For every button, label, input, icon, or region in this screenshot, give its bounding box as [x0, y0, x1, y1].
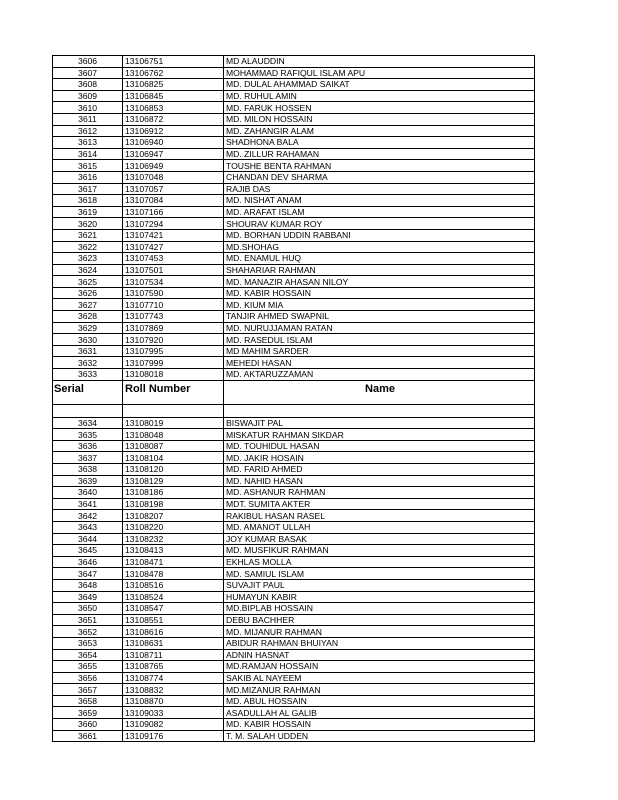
roll-number-cell: 13107999	[123, 357, 224, 369]
roll-number-cell: 13107920	[123, 334, 224, 346]
roll-number-cell: 13108631	[123, 637, 224, 649]
name-cell: TOUSHE BENTA RAHMAN	[224, 160, 535, 172]
serial-cell: 3619	[53, 206, 123, 218]
serial-cell: 3651	[53, 614, 123, 626]
name-cell: RAJIB DAS	[224, 183, 535, 195]
serial-cell: 3650	[53, 603, 123, 615]
serial-cell: 3648	[53, 579, 123, 591]
table-row	[53, 464, 535, 476]
serial-cell: 3649	[53, 591, 123, 603]
name-cell: JOY KUMAR BASAK	[224, 533, 535, 545]
table-row	[53, 672, 535, 684]
roll-number-cell: 13106762	[123, 67, 224, 79]
roll-number-cell: 13108220	[123, 521, 224, 533]
roll-number-cell: 13108198	[123, 498, 224, 510]
serial-cell: 3614	[53, 148, 123, 160]
table-row	[53, 603, 535, 615]
name-cell: MD. SAMIUL ISLAM	[224, 568, 535, 580]
table-row	[53, 276, 535, 288]
name-cell: MD. MIJANUR RAHMAN	[224, 626, 535, 638]
roll-number-cell: 13107421	[123, 229, 224, 241]
table-row	[53, 545, 535, 557]
roll-number-cell: 13108048	[123, 429, 224, 441]
name-cell: MD. AKTARUZZAMAN	[224, 369, 535, 381]
roll-number-cell: 13107590	[123, 287, 224, 299]
serial-cell: 3660	[53, 719, 123, 731]
table-row	[53, 218, 535, 230]
name-cell: MD. ZILLUR RAHAMAN	[224, 148, 535, 160]
roll-number-cell: 13107534	[123, 276, 224, 288]
name-cell: MDT. SUMITA AKTER	[224, 498, 535, 510]
name-cell: MD MAHIM SARDER	[224, 345, 535, 357]
header-roll-number: Roll Number	[123, 380, 224, 404]
roll-number-cell: 13108832	[123, 684, 224, 696]
serial-cell: 3612	[53, 125, 123, 137]
roll-number-cell: 13108471	[123, 556, 224, 568]
roll-number-cell: 13106940	[123, 137, 224, 149]
serial-cell: 3613	[53, 137, 123, 149]
table-row	[53, 113, 535, 125]
serial-cell: 3628	[53, 311, 123, 323]
serial-cell: 3609	[53, 90, 123, 102]
name-cell: MD. DULAL AHAMMAD SAIKAT	[224, 79, 535, 91]
roll-number-cell: 13108413	[123, 545, 224, 557]
roll-number-cell: 13108019	[123, 417, 224, 429]
serial-cell: 3606	[53, 56, 123, 68]
roll-number-cell: 13107710	[123, 299, 224, 311]
roll-number-cell: 13106845	[123, 90, 224, 102]
results-table	[52, 55, 535, 742]
name-cell: MD. RASEDUL ISLAM	[224, 334, 535, 346]
name-cell: MD. KABIR HOSSAIN	[224, 287, 535, 299]
serial-cell: 3645	[53, 545, 123, 557]
serial-cell: 3641	[53, 498, 123, 510]
roll-number-cell: 13108478	[123, 568, 224, 580]
table-row	[53, 148, 535, 160]
roll-number-cell: 13107048	[123, 171, 224, 183]
table-row	[53, 568, 535, 580]
name-cell: MD. ABUL HOSSAIN	[224, 695, 535, 707]
serial-cell: 3647	[53, 568, 123, 580]
serial-cell: 3633	[53, 369, 123, 381]
name-cell: MD.SHOHAG	[224, 241, 535, 253]
roll-number-cell: 13108104	[123, 452, 224, 464]
roll-number-cell: 13108516	[123, 579, 224, 591]
roll-number-cell: 13108018	[123, 369, 224, 381]
table-row	[53, 730, 535, 742]
table-row	[53, 452, 535, 464]
name-cell: MOHAMMAD RAFIQUL ISLAM APU	[224, 67, 535, 79]
name-cell: MD. BORHAN UDDIN RABBANI	[224, 229, 535, 241]
table-row	[53, 311, 535, 323]
serial-cell: 3631	[53, 345, 123, 357]
serial-cell: 3632	[53, 357, 123, 369]
name-cell: MISKATUR RAHMAN SIKDAR	[224, 429, 535, 441]
serial-cell: 3611	[53, 113, 123, 125]
serial-cell: 3617	[53, 183, 123, 195]
table-row	[53, 498, 535, 510]
table-row	[53, 626, 535, 638]
table-row	[53, 533, 535, 545]
roll-number-cell: 13108774	[123, 672, 224, 684]
name-cell: MD.RAMJAN HOSSAIN	[224, 661, 535, 673]
name-cell: CHANDAN DEV SHARMA	[224, 171, 535, 183]
serial-cell: 3639	[53, 475, 123, 487]
table-row	[53, 137, 535, 149]
table-row	[53, 171, 535, 183]
serial-cell: 3616	[53, 171, 123, 183]
serial-cell: 3618	[53, 195, 123, 207]
serial-cell: 3642	[53, 510, 123, 522]
name-cell: MD. TOUHIDUL HASAN	[224, 440, 535, 452]
roll-number-cell: 13108186	[123, 487, 224, 499]
table-row	[53, 521, 535, 533]
name-cell: ASADULLAH AL GALIB	[224, 707, 535, 719]
table-group-2	[53, 417, 535, 742]
table-row	[53, 160, 535, 172]
roll-number-cell: 13107453	[123, 253, 224, 265]
roll-number-cell: 13106825	[123, 79, 224, 91]
name-cell: SHADHONA BALA	[224, 137, 535, 149]
roll-number-cell: 13106949	[123, 160, 224, 172]
roll-number-cell: 13108870	[123, 695, 224, 707]
name-cell: BISWAJIT PAL	[224, 417, 535, 429]
serial-cell: 3655	[53, 661, 123, 673]
table-row	[53, 417, 535, 429]
name-cell: MEHEDI HASAN	[224, 357, 535, 369]
table-row	[53, 707, 535, 719]
name-cell: MD. ENAMUL HUQ	[224, 253, 535, 265]
roll-number-cell: 13106751	[123, 56, 224, 68]
serial-cell: 3661	[53, 730, 123, 742]
name-cell: MD. KABIR HOSSAIN	[224, 719, 535, 731]
header-row	[53, 380, 535, 404]
table-row	[53, 429, 535, 441]
table-row	[53, 661, 535, 673]
roll-number-cell: 13108232	[123, 533, 224, 545]
serial-cell: 3653	[53, 637, 123, 649]
serial-cell: 3629	[53, 322, 123, 334]
name-cell: MD. RUHUL AMIN	[224, 90, 535, 102]
table-row	[53, 322, 535, 334]
serial-cell: 3608	[53, 79, 123, 91]
name-cell: EKHLAS MOLLA	[224, 556, 535, 568]
roll-number-cell: 13106912	[123, 125, 224, 137]
roll-number-cell: 13109033	[123, 707, 224, 719]
name-cell: MD. NISHAT ANAM	[224, 195, 535, 207]
serial-cell: 3630	[53, 334, 123, 346]
name-cell: SHOURAV KUMAR ROY	[224, 218, 535, 230]
table-header	[53, 380, 535, 417]
table-row	[53, 440, 535, 452]
roll-number-cell: 13107427	[123, 241, 224, 253]
table-row	[53, 253, 535, 265]
table-row	[53, 79, 535, 91]
roll-number-cell: 13107501	[123, 264, 224, 276]
name-cell: SAKIB AL NAYEEM	[224, 672, 535, 684]
serial-cell: 3656	[53, 672, 123, 684]
table-row	[53, 684, 535, 696]
table-row	[53, 264, 535, 276]
table-row	[53, 510, 535, 522]
serial-cell: 3610	[53, 102, 123, 114]
name-cell: MD. FARUK HOSSEN	[224, 102, 535, 114]
roll-number-cell: 13108087	[123, 440, 224, 452]
serial-cell: 3623	[53, 253, 123, 265]
name-cell: T. M. SALAH UDDEN	[224, 730, 535, 742]
name-cell: MD.BIPLAB HOSSAIN	[224, 603, 535, 615]
name-cell: MD. ZAHANGIR ALAM	[224, 125, 535, 137]
table-row	[53, 475, 535, 487]
serial-cell: 3638	[53, 464, 123, 476]
name-cell: MD. MUSFIKUR RAHMAN	[224, 545, 535, 557]
roll-number-cell: 13109082	[123, 719, 224, 731]
table-row	[53, 125, 535, 137]
table-row	[53, 102, 535, 114]
serial-cell: 3659	[53, 707, 123, 719]
serial-cell: 3652	[53, 626, 123, 638]
roll-number-cell: 13106853	[123, 102, 224, 114]
roll-number-cell: 13107294	[123, 218, 224, 230]
name-cell: MD.MIZANUR RAHMAN	[224, 684, 535, 696]
roll-number-cell: 13108120	[123, 464, 224, 476]
serial-cell: 3620	[53, 218, 123, 230]
roll-number-cell: 13107084	[123, 195, 224, 207]
table-row	[53, 637, 535, 649]
header-name: Name	[224, 380, 535, 404]
table-row	[53, 287, 535, 299]
serial-cell: 3646	[53, 556, 123, 568]
name-cell: MD. MILON HOSSAIN	[224, 113, 535, 125]
roll-number-cell: 13108129	[123, 475, 224, 487]
roll-number-cell: 13107869	[123, 322, 224, 334]
table-row	[53, 90, 535, 102]
name-cell: MD. ARAFAT ISLAM	[224, 206, 535, 218]
name-cell: MD. NURUJJAMAN RATAN	[224, 322, 535, 334]
name-cell: TANJIR AHMED SWAPNIL	[224, 311, 535, 323]
serial-cell: 3627	[53, 299, 123, 311]
table-row	[53, 206, 535, 218]
table-row	[53, 556, 535, 568]
serial-cell: 3635	[53, 429, 123, 441]
roll-number-cell: 13107057	[123, 183, 224, 195]
serial-cell: 3634	[53, 417, 123, 429]
serial-cell: 3637	[53, 452, 123, 464]
table-row	[53, 56, 535, 68]
serial-cell: 3636	[53, 440, 123, 452]
name-cell: MD. KIUM MIA	[224, 299, 535, 311]
name-cell: MD. FARID AHMED	[224, 464, 535, 476]
table-group-1	[53, 56, 535, 381]
roll-number-cell: 13107166	[123, 206, 224, 218]
serial-cell: 3622	[53, 241, 123, 253]
roll-number-cell: 13108551	[123, 614, 224, 626]
table-row	[53, 195, 535, 207]
table-row	[53, 357, 535, 369]
roll-number-cell: 13106872	[123, 113, 224, 125]
table-row	[53, 695, 535, 707]
name-cell: MD ALAUDDIN	[224, 56, 535, 68]
serial-cell: 3626	[53, 287, 123, 299]
serial-cell: 3657	[53, 684, 123, 696]
table-row	[53, 67, 535, 79]
roll-number-cell: 13107743	[123, 311, 224, 323]
table-row	[53, 229, 535, 241]
serial-cell: 3607	[53, 67, 123, 79]
spacer-row	[53, 404, 535, 417]
name-cell: MD. ASHANUR RAHMAN	[224, 487, 535, 499]
table-row	[53, 183, 535, 195]
roll-number-cell: 13108207	[123, 510, 224, 522]
name-cell: MD. NAHID HASAN	[224, 475, 535, 487]
table-row	[53, 579, 535, 591]
name-cell: RAKIBUL HASAN RASEL	[224, 510, 535, 522]
serial-cell: 3621	[53, 229, 123, 241]
serial-cell: 3658	[53, 695, 123, 707]
name-cell: HUMAYUN KABIR	[224, 591, 535, 603]
name-cell: MD. MANAZIR AHASAN NILOY	[224, 276, 535, 288]
table-row	[53, 591, 535, 603]
roll-number-cell: 13108524	[123, 591, 224, 603]
table-row	[53, 614, 535, 626]
serial-cell: 3625	[53, 276, 123, 288]
table-row	[53, 369, 535, 381]
table-row	[53, 649, 535, 661]
name-cell: MD. AMANOT ULLAH	[224, 521, 535, 533]
name-cell: ABIDUR RAHMAN BHUIYAN	[224, 637, 535, 649]
roll-number-cell: 13108711	[123, 649, 224, 661]
name-cell: DEBU BACHHER	[224, 614, 535, 626]
name-cell: SUVAJIT PAUL	[224, 579, 535, 591]
name-cell: SHAHARIAR RAHMAN	[224, 264, 535, 276]
roll-number-cell: 13108616	[123, 626, 224, 638]
serial-cell: 3624	[53, 264, 123, 276]
header-serial: Serial	[53, 380, 123, 404]
table-row	[53, 719, 535, 731]
name-cell: ADNIN HASNAT	[224, 649, 535, 661]
table-row	[53, 487, 535, 499]
table-row	[53, 334, 535, 346]
table-row	[53, 299, 535, 311]
roll-number-cell: 13108547	[123, 603, 224, 615]
table-row	[53, 241, 535, 253]
roll-number-cell: 13108765	[123, 661, 224, 673]
table-row	[53, 345, 535, 357]
serial-cell: 3615	[53, 160, 123, 172]
serial-cell: 3640	[53, 487, 123, 499]
roll-number-cell: 13109176	[123, 730, 224, 742]
serial-cell: 3643	[53, 521, 123, 533]
name-cell: MD. JAKIR HOSAIN	[224, 452, 535, 464]
roll-number-cell: 13107995	[123, 345, 224, 357]
serial-cell: 3644	[53, 533, 123, 545]
serial-cell: 3654	[53, 649, 123, 661]
roll-number-cell: 13106947	[123, 148, 224, 160]
